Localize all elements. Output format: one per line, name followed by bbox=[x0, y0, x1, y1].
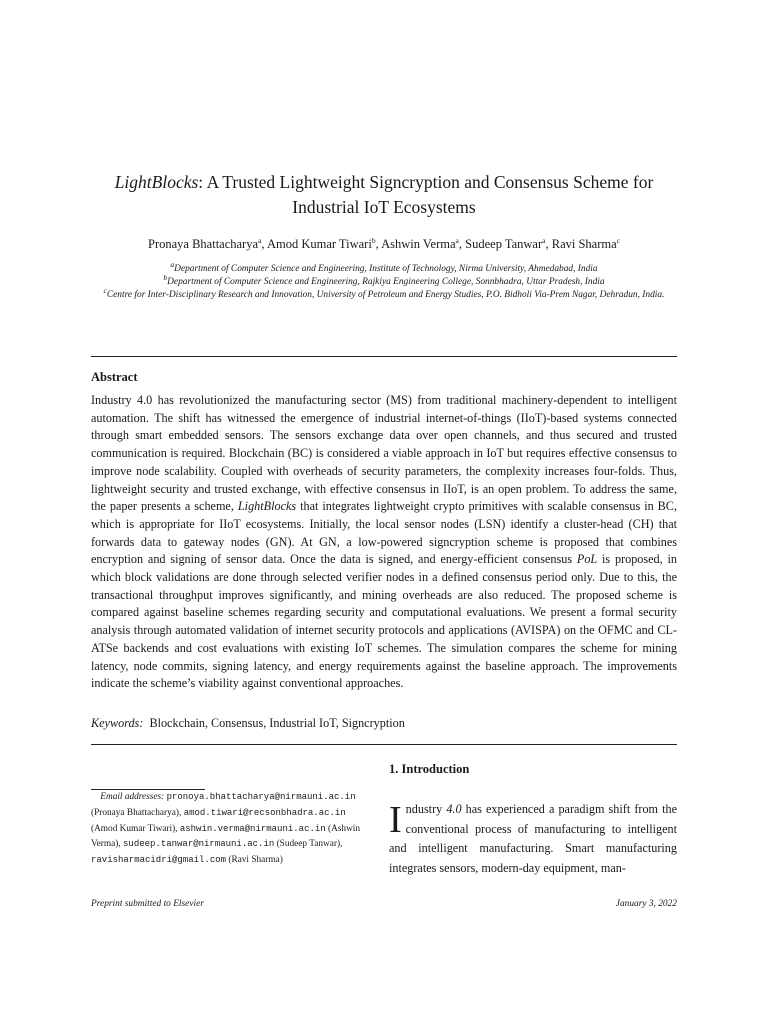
email-link[interactable]: sudeep.tanwar@nirmauni.ac.in bbox=[123, 839, 275, 850]
email-link[interactable]: pronoya.bhattacharya@nirmauni.ac.in bbox=[166, 792, 356, 802]
keywords-label: Keywords: bbox=[91, 716, 144, 730]
email-owner: (Ashwin Verma), bbox=[91, 823, 361, 850]
intro-text: ndustry bbox=[405, 802, 447, 816]
email-owner: (Sudeep Tanwar), bbox=[276, 839, 343, 850]
paper-title bbox=[60, 170, 708, 220]
author-aff: c bbox=[616, 235, 620, 245]
section-heading: 1. Introduction bbox=[389, 762, 470, 776]
affiliations bbox=[92, 259, 676, 302]
abstract-italic: LightBlocks bbox=[237, 499, 297, 514]
affiliation: Department of Computer Science and Engineering, Rajkiya Engineering College, Sonnbhadra, Uttar Pradesh, India bbox=[167, 277, 605, 287]
affil-mark: c bbox=[103, 285, 107, 295]
author-aff: b bbox=[371, 235, 376, 245]
title-italic: LightBlocks bbox=[114, 172, 199, 192]
footnote bbox=[91, 790, 373, 869]
author-name: Pronaya Bhattacharya bbox=[148, 237, 259, 251]
email-owner: (Amod Kumar Tiwari), bbox=[91, 823, 178, 834]
keywords-text: Blockchain, Consensus, Industrial IoT, Signcryption bbox=[149, 716, 405, 730]
abstract-italic: PoL bbox=[576, 552, 598, 567]
email-owner: (Pronaya Bhattacharya), bbox=[91, 807, 182, 818]
abstract-text: is proposed, in which block validations are done through selected verifier nodes in a defined consensus period only. Due to this, the transactional throughput improves significantly, and mining overheads are also reduced. The proposed scheme is compared against baseline schemes regarding security and computational evaluations. We present a formal security analysis through automated validation of internet security protocols and applications (AVISPA) on the OFMC and CL-ATSe backends and cost evaluations with existing IoT schemes. The simulation compares the scheme for mining latency, node commits, signing latency, and energy requirements against the baseline approach. The improvements indicate the scheme’s viability against conventional approaches. bbox=[91, 552, 677, 691]
title-line1: : A Trusted Lightweight Signcryption and Consensus Scheme for bbox=[198, 172, 654, 192]
author-aff: a bbox=[258, 235, 262, 245]
author-name: Ravi Sharma bbox=[551, 237, 617, 251]
intro-text: has experienced a paradigm shift from the conventional process of manufacturing to intelligent and intelligent manufacturing. Smart manufacturing integrates sensors, modern-day equipment, man- bbox=[389, 802, 677, 875]
preprint-note: Preprint submitted to Elsevier bbox=[91, 899, 204, 909]
author-name: Amod Kumar Tiwari bbox=[266, 237, 372, 251]
affil-mark: b bbox=[163, 272, 168, 282]
abstract-heading: Abstract bbox=[91, 370, 138, 384]
affil-mark: a bbox=[170, 259, 175, 269]
email-link[interactable]: ashwin.verma@nirmauni.ac.in bbox=[179, 823, 326, 834]
abstract-bottom-rule bbox=[91, 744, 677, 745]
author-name: Ashwin Verma bbox=[381, 237, 456, 251]
affiliation: Department of Computer Science and Engineering, Institute of Technology, Nirma University, Ahmedabad, India bbox=[174, 264, 598, 274]
email-link[interactable]: ravisharmacidri@gmail.com bbox=[91, 855, 227, 866]
footnote-label: Email addresses: bbox=[100, 792, 165, 802]
title-line2: Industrial IoT Ecosystems bbox=[292, 197, 476, 217]
introduction-body bbox=[389, 800, 677, 878]
author-aff: a bbox=[542, 235, 546, 245]
author-name: Sudeep Tanwar bbox=[465, 237, 543, 251]
abstract-body bbox=[91, 392, 677, 693]
drop-cap: I bbox=[389, 799, 402, 841]
abstract-text: Industry 4.0 has revolutionized the manufacturing sector (MS) from traditional machinery-dependent to intelligent automation. The shift has witnessed the emergence of industrial internet-of-things (IIoT)-based systems connected through smart embedded sensors. The sensors exchange data over open channels, and thus secured and trusted communication is required. Blockchain (BC) is considered a viable approach in IoT but requires effective consensus to improve node scalability. Coupled with overheads of security parameters, the complexity increases four-folds. Thus, lightweight security and trusted exchange, with effective consensus in IIoT, is an open problem. To address the same, the paper presents a scheme, bbox=[91, 393, 677, 514]
email-owner: (Ravi Sharma) bbox=[228, 855, 283, 866]
keywords bbox=[91, 716, 405, 731]
email-link[interactable]: amod.tiwari@recsonbhadra.ac.in bbox=[183, 807, 346, 818]
author-list: Pronaya Bhattacharya$^a$, Amod Kumar Tiwari$^b$, Ashwin Verma$^a$, Sudeep Tanwar$^a$, Ravi Sharma$^c$ bbox=[148, 235, 620, 251]
intro-italic: 4.0 bbox=[446, 802, 462, 816]
date: January 3, 2022 bbox=[615, 899, 677, 909]
author-aff: a bbox=[455, 235, 459, 245]
abstract-text: that integrates lightweight crypto primitives with scalable consensus in BC, which is appropriate for IIoT ecosystems. Initially, the local sensor nodes (LSN) identify a cluster-head (CH) that forwards data to gateway nodes (GN). At GN, a low-powered signcryption scheme is proposed that combines encryption and signing of sensor data. Once the data is signed, and energy-efficient consensus bbox=[91, 499, 677, 567]
affiliation: Centre for Inter-Disciplinary Research and Innovation, University of Petroleum and Energy Studies, P.O. Bidholi Via-Prem Nagar, Dehradun, India. bbox=[106, 290, 665, 300]
abstract-top-rule bbox=[91, 356, 677, 357]
